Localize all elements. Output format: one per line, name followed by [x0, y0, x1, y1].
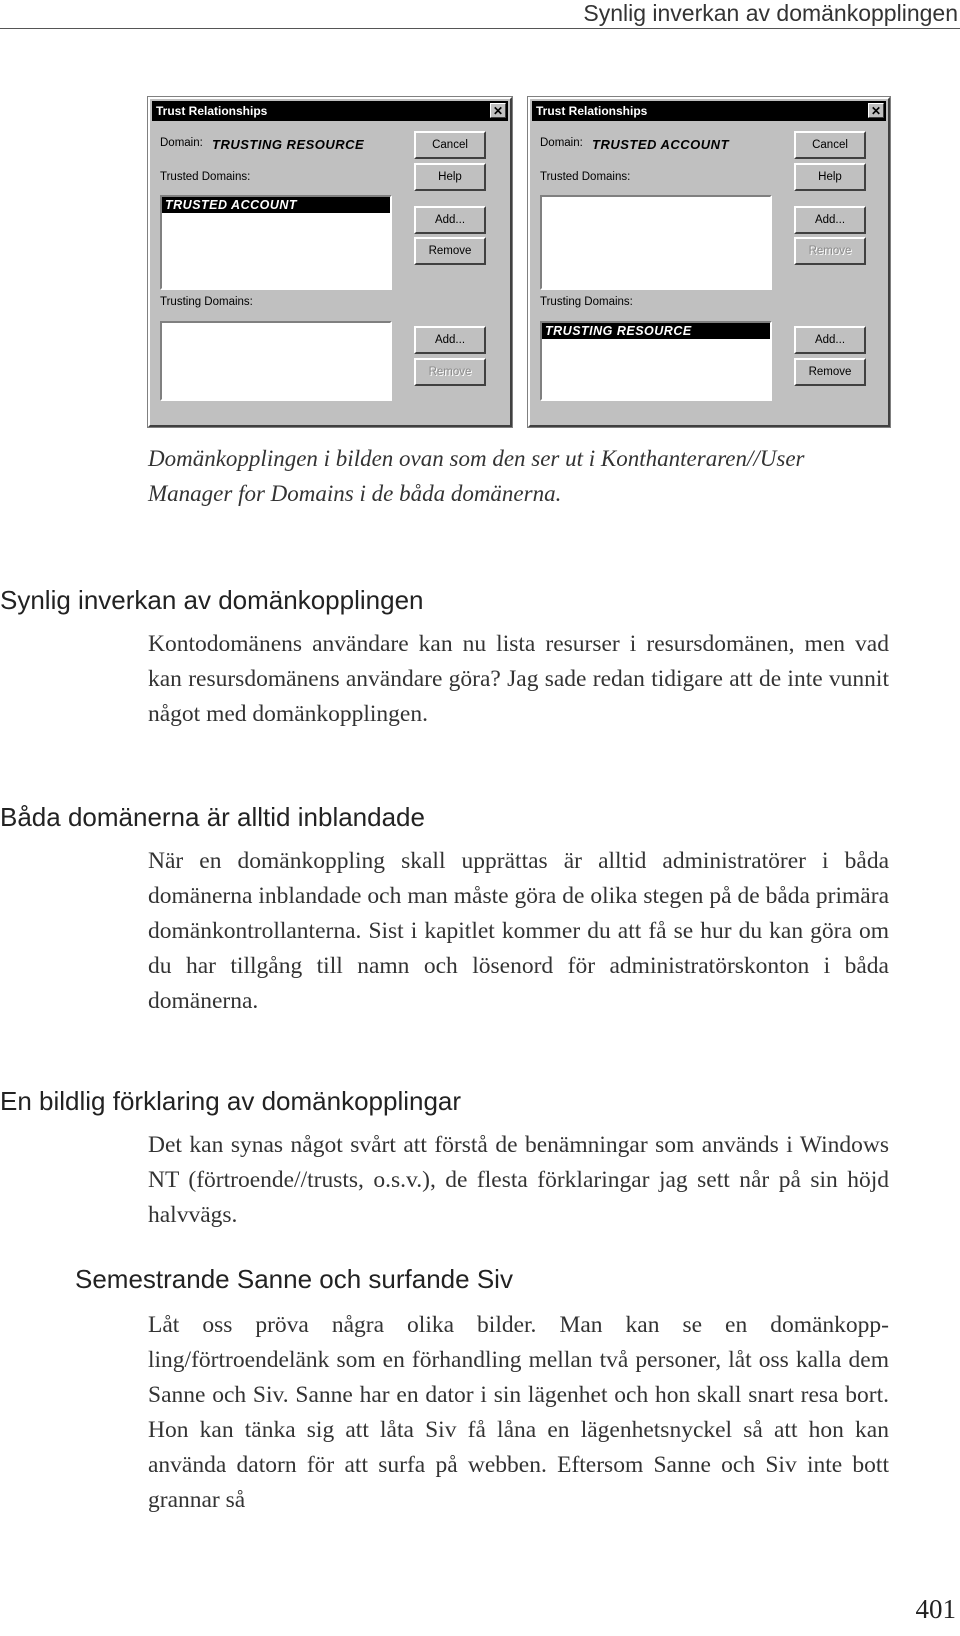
add-trusting-button[interactable]: Add...: [794, 326, 866, 354]
section-heading: En bildlig förklaring av domänkopplingar: [0, 1086, 462, 1116]
remove-trusted-button[interactable]: Remove: [794, 237, 866, 265]
list-item[interactable]: TRUSTING RESOURCE: [542, 323, 770, 339]
list-item[interactable]: TRUSTED ACCOUNT: [162, 197, 390, 213]
trusted-domains-list[interactable]: [540, 195, 772, 290]
trusted-domains-label: Trusted Domains:: [160, 171, 251, 183]
add-trusted-button[interactable]: Add...: [794, 206, 866, 234]
body-paragraph: När en domänkoppling skall upprättas är alltid administratörer i båda domänerna inblandade och man måste göra de olika stegen på de båda primära domänkontrollanterna. Sist i kapitlet kommer du att få se hur du kan göra om du har tillgång till namn och lösenord för administratörskonton i båda domänerna.: [148, 848, 889, 1014]
body-paragraph: Kontodomänens användare kan nu lista resurser i resursdomänen, men vad kan resursdomänens användare göra? Jag sade redan tidigare att de inte vunnit något med domänkopplingen.: [148, 631, 889, 727]
close-icon[interactable]: ✕: [490, 103, 506, 118]
body-paragraph: Det kan synas något svårt att förstå de benämningar som används i Windows NT (förtroende//trusts, o.s.v.), de flesta förklaringar jag sett når på sin höjd halvvägs.: [148, 1132, 889, 1228]
trust-dialog-resource: [148, 97, 512, 427]
add-trusted-button[interactable]: Add...: [414, 206, 486, 234]
remove-trusting-button[interactable]: Remove: [414, 358, 486, 386]
cancel-button[interactable]: Cancel: [794, 131, 866, 159]
close-icon[interactable]: ✕: [868, 103, 884, 118]
domain-label: Domain:: [540, 137, 583, 149]
remove-trusted-button[interactable]: Remove: [414, 237, 486, 265]
add-trusting-button[interactable]: Add...: [414, 326, 486, 354]
help-button[interactable]: Help: [414, 163, 486, 191]
trusting-domains-label: Trusting Domains:: [160, 296, 253, 308]
body-paragraph: Låt oss pröva några olika bilder. Man kan se en domänkopp-ling/förtroendelänk som en förhandling mellan två personer, låt oss kalla dem Sanne och Siv. Sanne har en dator i sin lägenhet och hon skall snart resa bort. Hon kan tänka sig att låta Siv få låna en lägenhetsnyckel så att hon kan använda datorn för att surfa på webben. Eftersom Sanne och Siv inte bott grannar så: [148, 1312, 889, 1513]
trusting-domains-list[interactable]: [540, 321, 772, 401]
dialog-title: Trust Relationships: [536, 104, 648, 118]
section-heading: Synlig inverkan av domänkopplingen: [0, 585, 424, 615]
dialog-title: Trust Relationships: [156, 104, 268, 118]
help-button[interactable]: Help: [794, 163, 866, 191]
domain-label: Domain:: [160, 137, 203, 149]
trusted-domains-list[interactable]: [160, 195, 392, 290]
domain-value: TRUSTING RESOURCE: [212, 137, 365, 152]
remove-trusting-button[interactable]: Remove: [794, 358, 866, 386]
trusted-domains-label: Trusted Domains:: [540, 171, 631, 183]
figure-caption: Domänkopplingen i bilden ovan som den ser ut i Konthanteraren//User Manager for Domains i de båda domänerna.: [148, 446, 805, 506]
subsection-heading: Semestrande Sanne och surfande Siv: [75, 1264, 513, 1294]
trusting-domains-list[interactable]: [160, 321, 392, 401]
trusting-domains-label: Trusting Domains:: [540, 296, 633, 308]
running-header: Synlig inverkan av domänkopplingen: [583, 0, 958, 26]
header-rule: [0, 28, 960, 29]
section-heading: Båda domänerna är alltid inblandade: [0, 802, 425, 832]
page-number: 401: [915, 1594, 956, 1624]
trust-dialog-account: [528, 97, 890, 427]
domain-value: TRUSTED ACCOUNT: [592, 137, 730, 152]
dialog-titlebar: [532, 101, 886, 121]
dialog-titlebar: [152, 101, 508, 121]
cancel-button[interactable]: Cancel: [414, 131, 486, 159]
